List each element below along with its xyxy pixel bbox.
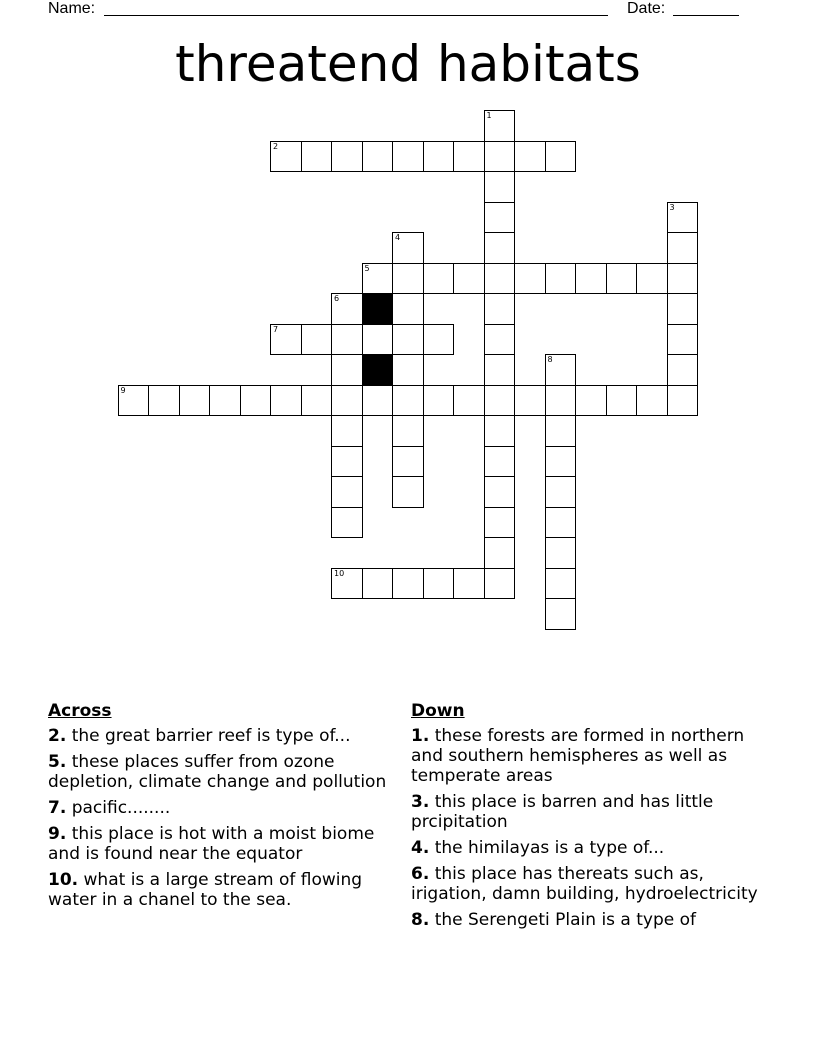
grid-cell[interactable] — [331, 446, 363, 478]
clue-text: these forests are formed in northern and southern hemispheres as well as temperate areas — [411, 726, 745, 786]
clue-across-7 — [48, 798, 393, 818]
grid-cell[interactable] — [667, 263, 699, 295]
clue-number-label: 2 — [273, 141, 279, 151]
grid-cell[interactable] — [453, 141, 485, 173]
grid-cell[interactable] — [484, 537, 516, 569]
grid-cell[interactable] — [270, 141, 302, 173]
grid-cell[interactable] — [484, 385, 516, 417]
grid-cell[interactable] — [118, 385, 150, 417]
grid-cell[interactable] — [514, 263, 546, 295]
down-clues — [411, 701, 771, 936]
clue-down-8 — [411, 910, 771, 930]
clue-number-label: 5 — [364, 263, 370, 273]
clue-number-label: 4 — [395, 233, 401, 242]
clue-number-label: 1 — [486, 111, 492, 120]
clue-text: the himilayas is a type of... — [434, 838, 665, 858]
grid-cell[interactable] — [392, 385, 424, 417]
clue-number-label: 6 — [334, 294, 340, 303]
clue-down-4 — [411, 838, 771, 858]
grid-cell[interactable] — [484, 446, 516, 478]
grid-cell[interactable] — [301, 141, 333, 173]
clue-across-2 — [48, 726, 393, 746]
grid-cell[interactable] — [484, 507, 516, 539]
grid-cell[interactable] — [240, 385, 272, 417]
grid-cell[interactable] — [484, 293, 516, 325]
grid-cell[interactable] — [331, 141, 363, 173]
black-square — [362, 293, 394, 325]
grid-cell[interactable] — [484, 324, 516, 356]
grid-cell[interactable] — [362, 141, 394, 173]
clue-down-3 — [411, 792, 771, 832]
grid-cell[interactable] — [453, 263, 485, 295]
grid-cell[interactable] — [667, 202, 699, 234]
grid-cell[interactable] — [667, 324, 699, 356]
grid-cell[interactable] — [392, 324, 424, 356]
grid-cell[interactable] — [484, 171, 516, 203]
grid-cell[interactable] — [392, 568, 424, 600]
grid-cell[interactable] — [484, 202, 516, 234]
across-clues — [48, 701, 393, 916]
grid-cell[interactable] — [484, 354, 516, 386]
grid-cell[interactable] — [545, 263, 577, 295]
grid-cell[interactable] — [392, 476, 424, 508]
grid-cell[interactable] — [362, 385, 394, 417]
grid-cell[interactable] — [331, 507, 363, 539]
grid-cell[interactable] — [545, 537, 577, 569]
clue-number: 9. — [48, 824, 67, 844]
grid-cell[interactable] — [362, 263, 394, 295]
grid-cell[interactable] — [667, 293, 699, 325]
clue-number: 6. — [411, 864, 430, 884]
clue-across-9 — [48, 824, 393, 864]
clue-number: 4. — [411, 838, 430, 858]
clue-text: this place has thereats such as, irigation, damn building, hydroelectricity — [411, 864, 758, 904]
date-label: Date: — [627, 0, 666, 17]
grid-cell[interactable] — [331, 293, 363, 325]
grid-cell[interactable] — [392, 232, 424, 264]
grid-cell[interactable] — [148, 385, 180, 417]
grid-cell[interactable] — [392, 446, 424, 478]
grid-cell[interactable] — [545, 598, 577, 630]
grid-cell[interactable] — [331, 476, 363, 508]
grid-cell[interactable] — [362, 324, 394, 356]
grid-cell[interactable] — [606, 385, 638, 417]
grid-cell[interactable] — [423, 263, 455, 295]
page-title: threatend habitats — [175, 35, 641, 93]
grid-cell[interactable] — [545, 141, 577, 173]
grid-cell[interactable] — [209, 385, 241, 417]
clue-text: the great barrier reef is type of... — [71, 726, 351, 746]
clue-number: 3. — [411, 792, 430, 812]
grid-cell[interactable] — [575, 263, 607, 295]
grid-cell[interactable] — [636, 263, 668, 295]
black-square — [362, 354, 394, 386]
clue-number: 1. — [411, 726, 430, 746]
grid-cell[interactable] — [423, 568, 455, 600]
grid-cell[interactable] — [545, 354, 577, 386]
clue-text: this place is barren and has little prcipitation — [411, 792, 714, 832]
grid-cell[interactable] — [392, 415, 424, 447]
clue-down-6 — [411, 864, 771, 904]
grid-cell[interactable] — [545, 476, 577, 508]
grid-cell[interactable] — [667, 385, 699, 417]
grid-cell[interactable] — [545, 568, 577, 600]
grid-cell[interactable] — [545, 385, 577, 417]
clue-text: the Serengeti Plain is a type of — [434, 910, 697, 930]
clue-number-label: 8 — [547, 355, 553, 364]
grid-cell[interactable] — [423, 385, 455, 417]
clue-text: what is a large stream of flowing water in a chanel to the sea. — [48, 870, 363, 910]
grid-cell[interactable] — [423, 141, 455, 173]
clue-down-1 — [411, 726, 771, 786]
grid-cell[interactable] — [270, 324, 302, 356]
grid-cell[interactable] — [484, 232, 516, 264]
grid-cell[interactable] — [606, 263, 638, 295]
clue-number-label: 9 — [120, 385, 126, 395]
grid-cell[interactable] — [423, 324, 455, 356]
grid-cell[interactable] — [453, 568, 485, 600]
grid-cell[interactable] — [270, 385, 302, 417]
grid-cell[interactable] — [484, 415, 516, 447]
clue-number: 7. — [48, 798, 67, 818]
grid-cell[interactable] — [392, 263, 424, 295]
grid-cell[interactable] — [636, 385, 668, 417]
grid-cell[interactable] — [301, 385, 333, 417]
grid-cell[interactable] — [362, 568, 394, 600]
grid-cell[interactable] — [331, 385, 363, 417]
grid-cell[interactable] — [484, 476, 516, 508]
name-label: Name: — [48, 0, 96, 17]
clue-number-label: 3 — [669, 202, 675, 212]
grid-cell[interactable] — [484, 568, 516, 600]
grid-cell[interactable] — [545, 415, 577, 447]
grid-cell[interactable] — [179, 385, 211, 417]
grid-cell[interactable] — [331, 354, 363, 386]
grid-cell[interactable] — [392, 141, 424, 173]
grid-cell[interactable] — [575, 385, 607, 417]
grid-cell[interactable] — [514, 141, 546, 173]
clue-number-label: 10 — [334, 568, 345, 578]
grid-cell[interactable] — [392, 293, 424, 325]
clue-text: this place is hot with a moist biome and is found near the equator — [48, 824, 375, 864]
clue-across-10 — [48, 870, 393, 910]
grid-cell[interactable] — [453, 385, 485, 417]
clue-number: 2. — [48, 726, 67, 746]
grid-cell[interactable] — [667, 354, 699, 386]
clue-text: these places suffer from ozone depletion, climate change and pollution — [48, 752, 387, 792]
across-heading: Across — [48, 701, 112, 721]
grid-cell[interactable] — [301, 324, 333, 356]
grid-cell[interactable] — [331, 324, 363, 356]
clue-number: 10. — [48, 870, 79, 890]
clue-number: 8. — [411, 910, 430, 930]
grid-cell[interactable] — [545, 446, 577, 478]
grid-cell[interactable] — [545, 507, 577, 539]
grid-cell[interactable] — [514, 385, 546, 417]
grid-cell[interactable] — [484, 110, 516, 142]
grid-cell[interactable] — [667, 232, 699, 264]
grid-cell[interactable] — [392, 354, 424, 386]
grid-cell[interactable] — [331, 568, 363, 600]
grid-cell[interactable] — [331, 415, 363, 447]
down-heading: Down — [411, 701, 465, 721]
clue-text: pacific........ — [71, 798, 171, 818]
grid-cell[interactable] — [484, 263, 516, 295]
grid-cell[interactable] — [484, 141, 516, 173]
clue-across-5 — [48, 752, 393, 792]
clue-number-label: 7 — [273, 324, 279, 334]
clue-number: 5. — [48, 752, 67, 772]
